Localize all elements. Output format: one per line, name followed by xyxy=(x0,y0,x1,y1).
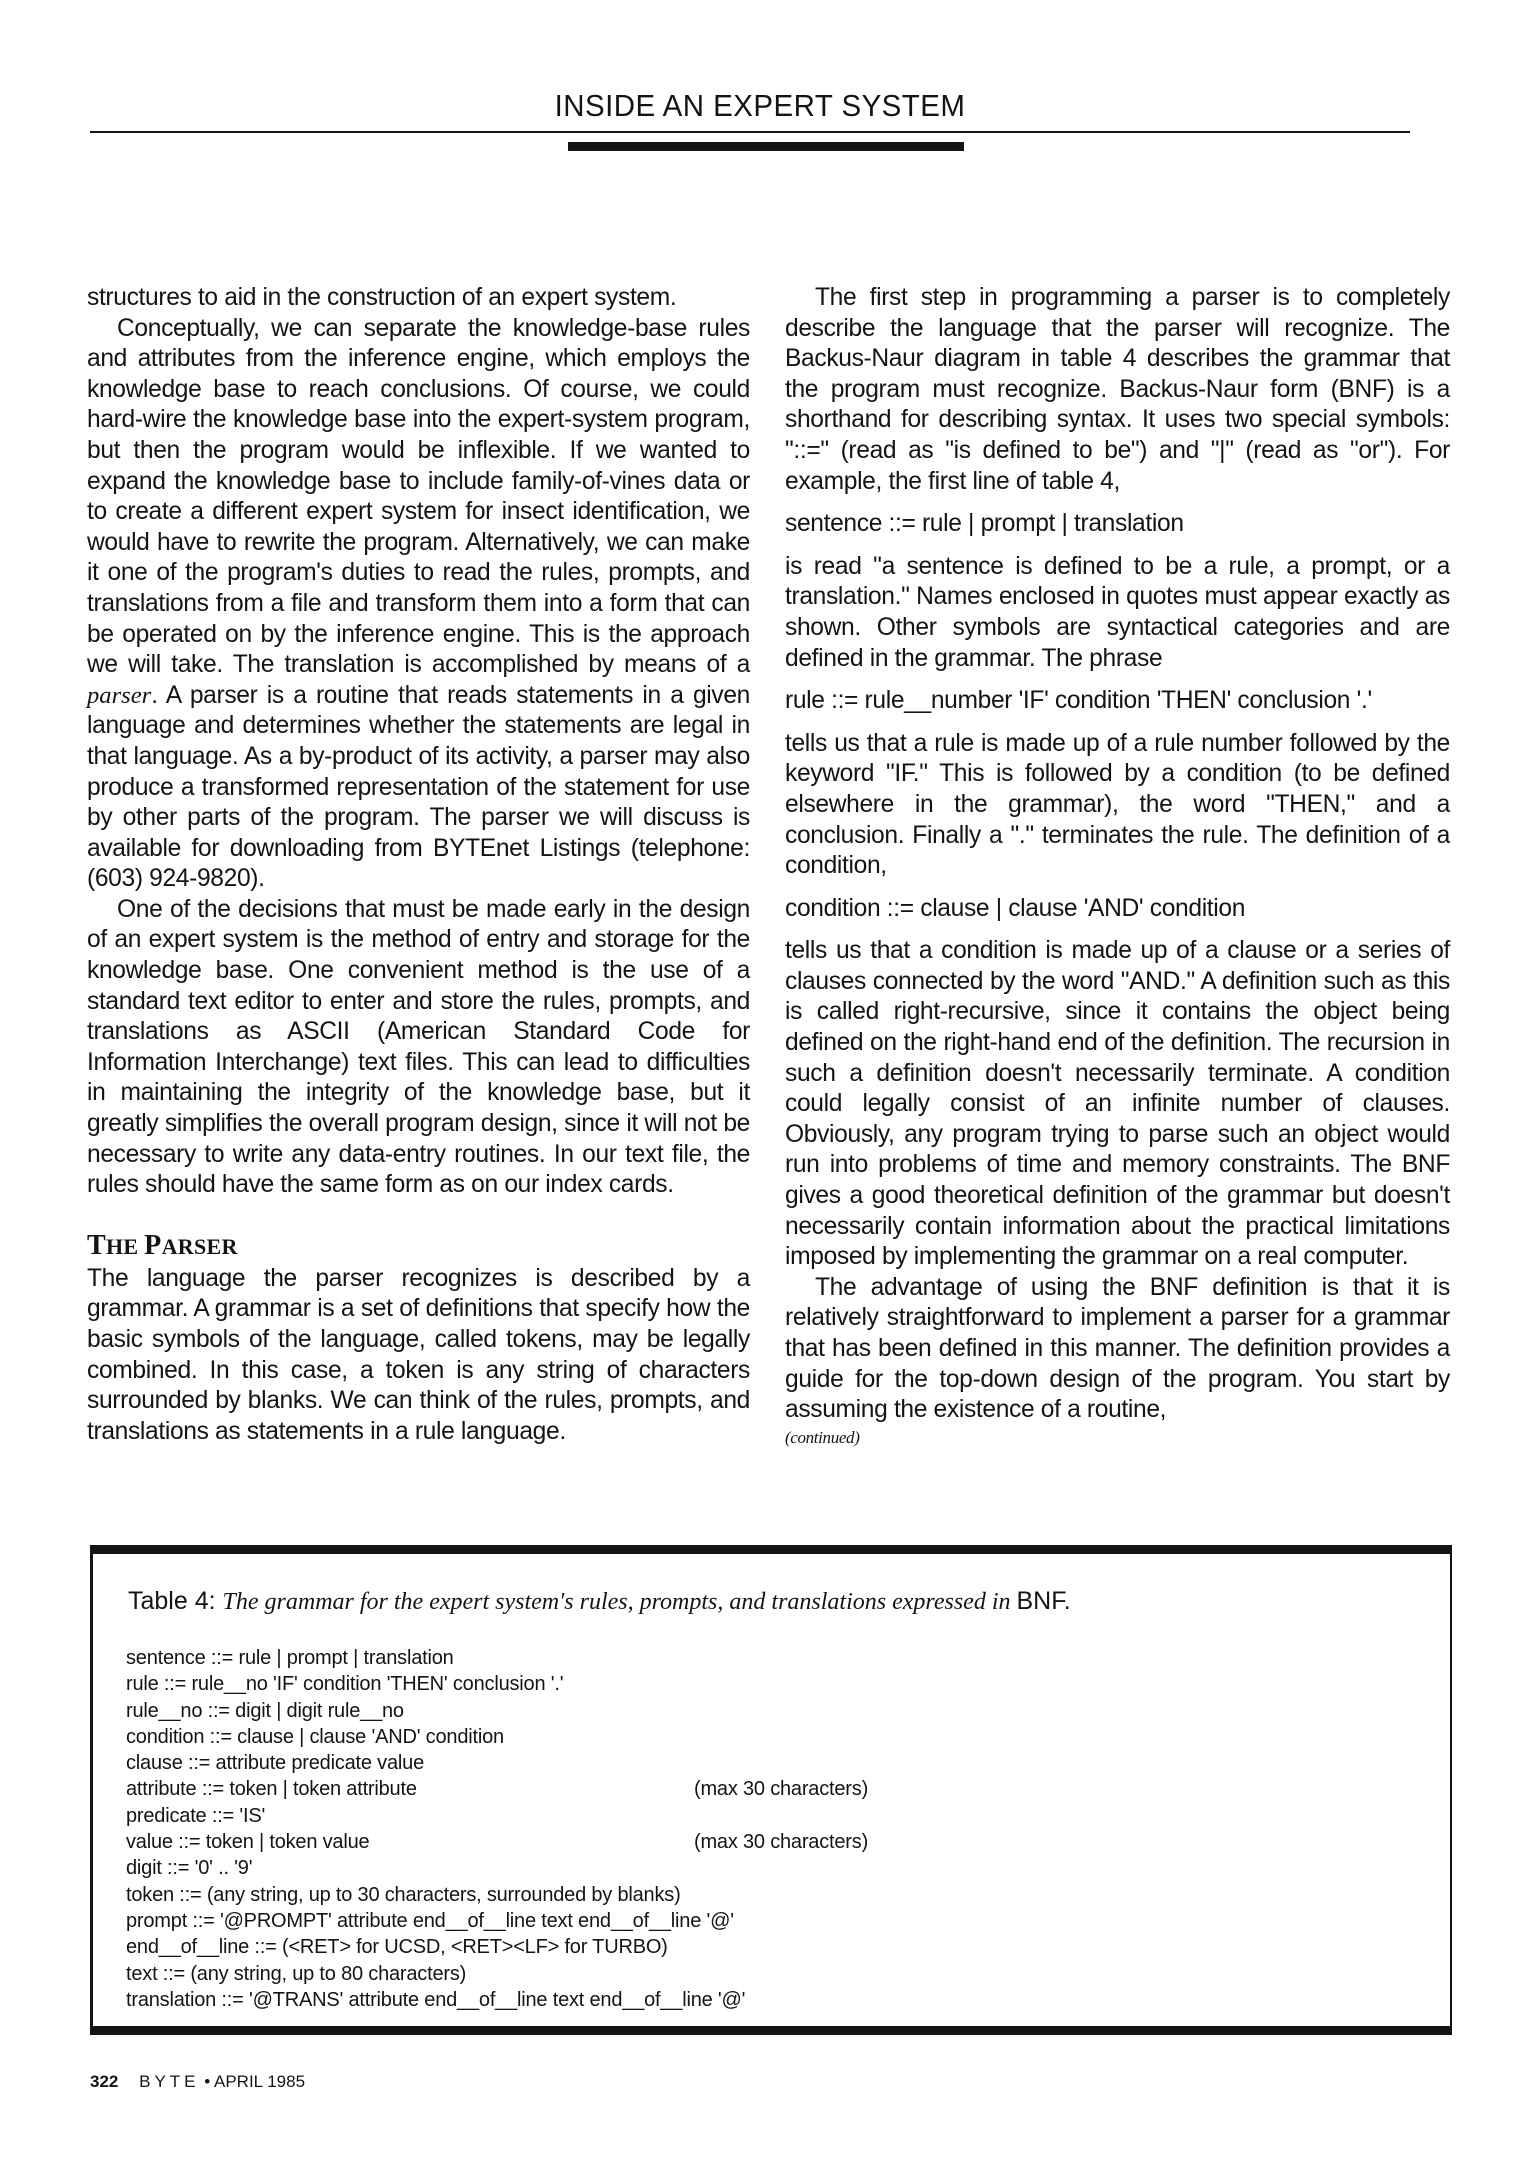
grammar-definition: prompt ::= '@PROMPT' attribute end__of__line text end__of__line '@' xyxy=(126,1909,734,1932)
grammar-definition: attribute ::= token | token attribute xyxy=(126,1778,417,1801)
grammar-definition: condition ::= clause | clause 'AND' condition xyxy=(126,1725,504,1748)
table-4-box xyxy=(90,1545,1452,2035)
grammar-definition: value ::= token | token value xyxy=(126,1831,370,1854)
paragraph xyxy=(87,314,750,895)
heading-smallcaps: ARSER xyxy=(161,1233,238,1259)
section-heading-the-parser xyxy=(87,1229,750,1264)
right-column xyxy=(785,283,1450,1450)
grammar-note: (max 30 characters) xyxy=(694,1778,869,1801)
grammar-row xyxy=(126,1724,1426,1750)
grammar-definition: digit ::= '0' .. '9' xyxy=(126,1857,253,1880)
bnf-example-sentence: sentence ::= rule | prompt | translation xyxy=(785,510,1184,538)
paragraph: is read "a sentence is defined to be a rule, a prompt, or a translation." Names enclosed in quotes must appear exactly as shown. Other symbols are syntactical categories and are defined in the grammar. The phrase xyxy=(785,552,1450,672)
paragraph: tells us that a condition is made up of a clause or a series of clauses connected by the word "AND." A definition such as this is called right-recursive, since it contains the object being defined on the right-hand end of the definition. The recursion in such a definition doesn't necessarily terminate. A condition could legally consist of an infinite number of clauses. Obviously, any program trying to parse such an object would run into problems of time and memory constraints. The BNF gives a good theoretical definition of the grammar but doesn't necessarily contain information about the practical limitations imposed by implementing the grammar on a real computer. xyxy=(785,937,1450,1271)
paragraph-text: Conceptually, we can separate the knowledge-base rules and attributes from the inference engine, which employs the knowledge base to reach conclusions. Of course, we could hard-wire the knowledge base into the expert-system program, but then the program would be inflexible. If we wanted to expand the knowledge base to include family-of-vines data or to create a different expert system for insect identification, we would have to rewrite the program. Alternatively, we can make it one of the program's duties to read the rules, prompts, and translations from a file and transform them into a form that can be operated on by the inference engine. This is the approach we will take. The translation is accomplished by means of a xyxy=(87,314,750,679)
heading-smallcaps: HE xyxy=(105,1233,145,1259)
table-label: Table 4: xyxy=(128,1587,223,1615)
page-footer xyxy=(90,2072,305,2092)
grammar-row xyxy=(126,1908,1426,1934)
bnf-example-condition: condition ::= clause | clause 'AND' condition xyxy=(785,894,1246,922)
magazine-name: BYTE xyxy=(139,2072,200,2091)
paragraph: structures to aid in the construction of an expert system. xyxy=(87,284,677,311)
header-bar xyxy=(568,142,964,151)
page-number: 322 xyxy=(90,2072,119,2091)
paragraph: One of the decisions that must be made early in the design of an expert system is the method of entry and storage for the knowledge base. One convenient method is the use of a standard text editor to enter and store the rules, prompts, and translations as ASCII (American Standard Code for Information Interchange) text files. This can lead to difficulties in maintaining the integrity of the knowledge base, but it greatly simplifies the overall program design, since it will not be necessary to write any data-entry routines. In our text file, the rules should have the same form as on our index cards. xyxy=(87,895,750,1199)
paragraph: The first step in programming a parser is to completely describe the language that the parser will recognize. The Backus-Naur diagram in table 4 describes the grammar that the program must recognize. Backus-Naur form (BNF) is a shorthand for describing syntax. It uses two special symbols: "::=" (read as "is defined to be") and "|" (read as "or"). For example, the first line of table 4, xyxy=(785,284,1450,495)
table-caption xyxy=(128,1587,1071,1616)
grammar-row xyxy=(126,1855,1426,1881)
footer-separator: • xyxy=(204,2072,211,2091)
grammar-row xyxy=(126,1776,1426,1802)
grammar-row xyxy=(126,1671,1426,1697)
issue-date: APRIL 1985 xyxy=(214,2072,306,2091)
continued-note: (continued) xyxy=(785,1427,860,1447)
paragraph: tells us that a rule is made up of a rule number followed by the keyword "IF." This is followed by a condition (to be defined elsewhere in the grammar), the word "THEN," and a conclusion. Finally a "." terminates the rule. The definition of a condition, xyxy=(785,729,1450,880)
running-head-title: INSIDE AN EXPERT SYSTEM xyxy=(554,88,966,123)
grammar-definition: clause ::= attribute predicate value xyxy=(126,1752,424,1775)
grammar-definition: end__of__line ::= (<RET> for UCSD, <RET><LF> for TURBO) xyxy=(126,1936,668,1959)
paragraph-text: . A parser is a routine that reads statements in a given language and determines whether the statements are legal in that language. As a by-product of its activity, a parser may also produce a transformed representation of the statement for use by other parts of the program. The parser we will discuss is available for downloading from BYTEnet Listings (telephone: (603) 924-9820). xyxy=(87,681,750,893)
grammar-definition: rule ::= rule__no 'IF' condition 'THEN' conclusion '.' xyxy=(126,1673,564,1696)
grammar-row xyxy=(126,1987,1426,2013)
grammar-row xyxy=(126,1645,1426,1671)
grammar-note: (max 30 characters) xyxy=(694,1831,869,1854)
grammar-row xyxy=(126,1803,1426,1829)
grammar-definition: rule__no ::= digit | digit rule__no xyxy=(126,1699,404,1722)
grammar-definition: text ::= (any string, up to 80 characters) xyxy=(126,1962,467,1985)
table-caption-tail: BNF. xyxy=(1016,1587,1071,1615)
header-rule xyxy=(90,131,1410,133)
grammar-definition: token ::= (any string, up to 30 characters, surrounded by blanks) xyxy=(126,1883,681,1906)
paragraph: The advantage of using the BNF definition is that it is relatively straightforward to implement a parser for a grammar that has been defined in this manner. The definition provides a guide for the top-down design of the program. You start by assuming the existence of a routine, xyxy=(785,1273,1450,1424)
table-caption-text: The grammar for the expert system's rules, prompts, and translations expressed in xyxy=(222,1589,1017,1615)
paragraph: The language the parser recognizes is described by a grammar. A grammar is a set of definitions that specify how the basic symbols of the language, called tokens, may be legally combined. In this case, a token is any string of characters surrounded by blanks. We can think of the rules, prompts, and translations as statements in a rule language. xyxy=(87,1264,750,1445)
grammar-row xyxy=(126,1829,1426,1855)
grammar-definition: sentence ::= rule | prompt | translation xyxy=(126,1647,454,1669)
grammar-row xyxy=(126,1698,1426,1724)
grammar-row xyxy=(126,1750,1426,1776)
grammar-definition: translation ::= '@TRANS' attribute end__of__line text end__of__line '@' xyxy=(126,1988,746,2011)
grammar-row xyxy=(126,1961,1426,1987)
heading-initial: T xyxy=(87,1229,106,1261)
left-column xyxy=(87,283,750,1447)
grammar-row xyxy=(126,1882,1426,1908)
grammar-row xyxy=(126,1934,1426,1960)
heading-initial: P xyxy=(144,1229,162,1261)
grammar-listing xyxy=(126,1645,1426,2013)
bnf-example-rule: rule ::= rule__number 'IF' condition 'THEN' conclusion '.' xyxy=(785,687,1372,715)
grammar-definition: predicate ::= 'IS' xyxy=(126,1804,266,1827)
italic-term-parser: parser xyxy=(87,681,152,709)
